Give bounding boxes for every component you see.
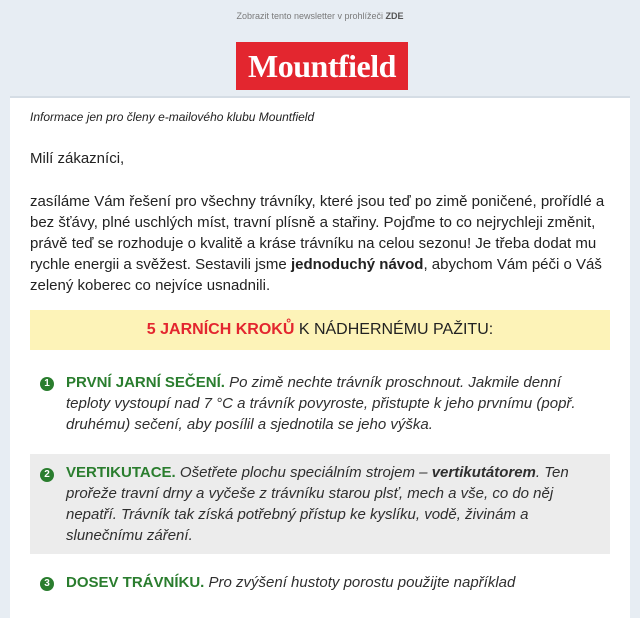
step-text xyxy=(66,462,602,546)
members-info: Informace jen pro členy e-mailového klubu Mountfield xyxy=(30,110,315,124)
banner-text: K NÁDHERNÉMU PAŽITU: xyxy=(294,321,494,338)
step-description-a: Ošetřete plochu speciálním strojem – xyxy=(175,464,432,481)
mountfield-logo[interactable]: Mountfield xyxy=(236,42,408,90)
step-title: VERTIKUTACE. xyxy=(66,464,176,481)
step-number-badge: 2 xyxy=(40,468,54,482)
intro-bold: jednoduchý návod xyxy=(290,256,424,273)
view-in-browser-bar xyxy=(0,0,640,30)
step-title: DOSEV TRÁVNÍKU. xyxy=(66,574,205,591)
step-description: Po zimě nechte trávník proschnout. Jakmile denní teploty vystoupí nad 7 °C a trávník povyroste, přistupte k jeho prvnímu (popř. druhému) sečení, aby posílil a sjednotila se jeho výška. xyxy=(66,374,576,433)
intro-paragraph xyxy=(30,191,610,296)
step-text xyxy=(66,372,602,435)
step-title: PRVNÍ JARNÍ SEČENÍ. xyxy=(66,374,225,391)
greeting: Milí zákazníci, xyxy=(30,150,125,167)
intro-text-1: zasíláme Vám řešení pro všechny trávníky, které jsou teď po zimě poničené, prořídlé a bez šťávy, plné uschlých míst, travní plísně a stařiny. Pojďme to co nejrychleji změnit, právě teď se rozhoduje o kvalitě a kráse trávníku na celou sezonu! Je třeba dodat mu rychle energii a svěžest. Sestavili jsme xyxy=(30,193,605,273)
step-text xyxy=(66,572,602,593)
banner-highlight: 5 JARNÍCH KROKŮ xyxy=(146,321,295,338)
steps-banner xyxy=(30,310,610,350)
step-1 xyxy=(30,368,610,440)
step-2 xyxy=(30,454,610,554)
logo-area xyxy=(0,30,640,96)
step-number-badge: 1 xyxy=(40,377,54,391)
newsletter-card xyxy=(10,96,630,618)
view-in-browser-text: Zobrazit tento newsletter v prohlížeči xyxy=(236,11,384,21)
step-description: Pro zvýšení hustoty porostu použijte například xyxy=(204,574,516,591)
step-number-badge: 3 xyxy=(40,577,54,591)
intro-text-2: , abychom Vám péči o Váš zelený koberec co nejvíce usnadnili. xyxy=(30,256,602,294)
step-description-b: . Ten prořeže travní drny a vyčeše z trávníku starou plsť, mech a vše, co do něj nepatří. Trávník tak získá potřebný přístup ke kyslíku, vodě, živinám a slunečnímu záření. xyxy=(66,464,569,544)
view-in-browser-link[interactable]: ZDE xyxy=(385,11,404,21)
step-3 xyxy=(30,568,610,608)
step-emphasis: vertikutátorem xyxy=(431,464,536,481)
